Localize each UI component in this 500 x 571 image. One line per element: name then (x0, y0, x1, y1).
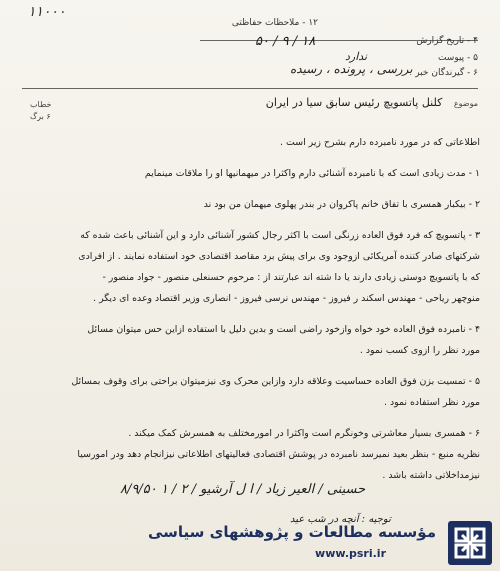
report-date-label: ۴ - تاریخ گزارش (416, 36, 478, 46)
subject-text: کلنل پاتسویچ رئیس سابق سیا در ایران (265, 96, 443, 109)
recipients-label: ۶ - گیرندگان خبر (415, 68, 478, 78)
watermark-title: مؤسسه مطالعات و پژوهشهای سیاسی (147, 523, 436, 541)
watermark-url: www.psri.ir (315, 547, 386, 560)
paragraph-line: ۴ - نامبرده فوق العاده خود خواه وازخود راضی است و بدین دلیل با استفاده ازاین حس میتوان مسائل (87, 324, 480, 335)
paragraph-4 (12, 319, 480, 361)
paragraph-line: که با پاتسویچ دوستی زیادی دارند یا دا شته اند عبارتند از : مرحوم حسنعلی منصور - جواد منصور - (102, 272, 480, 283)
paragraph-line: مورد نظر را ازوی کسب نمود . (359, 345, 480, 356)
paragraph-line: ۶ - همسری بسیار معاشرتی وخونگرم است واکثرا در امورمختلف به همسرش کمک میکند . (128, 428, 480, 439)
paragraph-line: مورد نظر استفاده نمود . (384, 397, 480, 408)
report-body (12, 132, 480, 496)
header-line-3 (22, 36, 478, 46)
subject-label: موضوع (453, 99, 478, 108)
paragraph-6 (12, 423, 480, 486)
paragraph-line: ۱ - مدت زیادی است که با نامبرده آشنائی دارم واکثرا در میهمانیها او را ملاقات مینمایم (144, 168, 480, 179)
paragraph-2 (12, 194, 480, 215)
watermark (147, 519, 496, 567)
signature-note: توجیه : آنچه در شب عید (290, 514, 391, 525)
paragraph-5 (12, 371, 480, 413)
paragraph-line: شرکتهای صادر کننده آمریکائی ازوجود وی برای پیش برد مقاصد اقتصادی خود استفاده نمایند . از افرادی (78, 251, 480, 262)
attachment-value: ندارد (345, 50, 368, 63)
attachment-label: ۵ - پیوست (437, 53, 478, 63)
paragraph-3 (12, 225, 480, 309)
margin-label: خطاب (30, 100, 52, 109)
paragraph-line: ۳ - پاتسویچ که فرد فوق العاده زرنگی است با اکثر رجال کشور آشنائی دارد و این آشنائی باعث شده که (80, 230, 480, 241)
source-opinion-line: نیزمداخلاتی داشته باشد . (382, 470, 480, 481)
paragraph-1 (12, 163, 480, 184)
intro-line: اطلاعاتی که در مورد نامبرده دارم بشرح زیر است . (280, 137, 480, 148)
signature: ۸/۹/۵۰ ۱ / ۲ / حسینی / العیر زیاد / ا ل آرشیو (120, 482, 366, 497)
recipients-value: بررسی ، پرونده ، رسیده (290, 62, 413, 76)
paragraph-line: ۲ - بیکبار همسری با تفاق خانم پاکروان در بندر پهلوی میهمان من بود ند (203, 199, 480, 210)
header-number: ۱۱۰۰۰ (28, 4, 66, 20)
header-security-notes: ۱۲ - ملاحظات حفاظتی (231, 18, 318, 28)
intro-paragraph (12, 132, 480, 153)
report-date-value: ۵۰ / ۹ / ۱۸ (255, 34, 316, 49)
margin-value: ۶ برگ (30, 112, 51, 121)
source-opinion-line: نظریه منبع - بنظر بعید نمیرسد نامبرده در پوشش اقتصادی فعالیتهای اطلاعاتی نیزانجام دهد ودر امورسیا (77, 449, 480, 460)
header-bottom-rule (22, 88, 478, 89)
subject-line (70, 96, 478, 109)
paragraph-line: منوچهر ریاحی - مهندس اسکند ر فیروز - مهندس نرسی فیروز - انصاری وزیر اقتصاد وعده ای دیگر . (93, 293, 480, 304)
institute-logo-icon (448, 521, 492, 565)
paragraph-line: ۵ - تمسیت بزن فوق العاده حساسیت وعلاقه دارد وازاین محرک وی نیزمیتوان براحتی برای وقوف بمسائل (71, 376, 480, 387)
